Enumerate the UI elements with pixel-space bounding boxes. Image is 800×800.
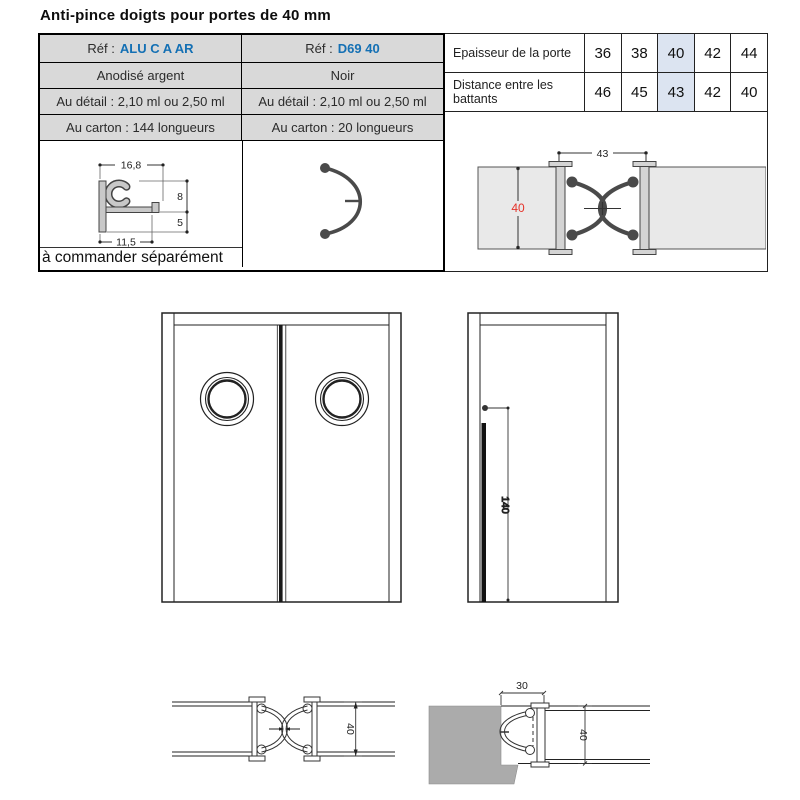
distance-value: 40 — [740, 83, 758, 101]
detail-left: Au détail : 2,10 ml ou 2,50 ml — [56, 94, 225, 109]
c-profile-bulb-top — [320, 163, 330, 173]
center-arrows — [269, 727, 300, 731]
product-ref-right: D69 40 — [337, 41, 380, 56]
distance-value: 46 — [585, 73, 622, 111]
profile-shape — [99, 181, 159, 232]
thickness-label: Epaisseur de la porte — [445, 34, 585, 72]
product-ref-cell-right — [241, 35, 443, 62]
anti-pinch-strip-center — [279, 325, 283, 602]
distance-value: 42 — [695, 73, 732, 111]
brackets — [249, 697, 320, 761]
thickness-value: 42 — [695, 34, 732, 72]
center-mark — [584, 202, 621, 215]
black-profile-drawing — [243, 141, 443, 267]
dim-door-thickness-red: 40 — [511, 201, 525, 215]
dim-base-width: 11,5 — [116, 236, 136, 247]
frame-post — [429, 706, 518, 784]
dim-clip-height: 8 — [177, 191, 183, 203]
ref-label: Réf : — [305, 41, 333, 56]
gap-section-cell — [445, 112, 767, 271]
aluminium-profile-cell — [40, 141, 242, 267]
order-separately-note: à commander séparément — [40, 247, 242, 267]
black-profile-cell — [242, 141, 443, 267]
plan-section-drawings — [140, 660, 660, 800]
arrowhead — [354, 750, 358, 757]
distance-value-highlighted: 43 — [658, 73, 695, 111]
distance-value: 45 — [622, 73, 659, 111]
thickness-value: 44 — [740, 44, 758, 62]
gap-section-drawing — [445, 112, 766, 271]
page-title: Anti-pince doigts pour portes de 40 mm — [40, 7, 331, 24]
dim-strip-length: 140 — [499, 496, 511, 514]
product-detail-row — [40, 89, 443, 115]
thickness-value: 36 — [585, 34, 622, 72]
distance-row — [445, 73, 767, 112]
c-profile-bulb-bottom — [320, 229, 330, 239]
spec-block — [38, 33, 768, 272]
double-door-elevation — [162, 313, 401, 602]
profile-outlines — [257, 704, 312, 754]
finish-right: Noir — [241, 63, 443, 88]
dim-profile-width: 16,8 — [120, 159, 142, 172]
strip-top-marker — [482, 405, 488, 411]
thickness-value: 38 — [622, 34, 659, 72]
door-elevation-drawings — [140, 300, 660, 620]
product-table — [38, 33, 445, 272]
dim-left-thickness: 40 — [344, 723, 356, 735]
dim-flange-height: 5 — [177, 217, 183, 229]
thickness-row — [445, 34, 767, 73]
product-drawings-row — [40, 141, 443, 267]
single-door-plan-section — [429, 680, 650, 784]
distance-label: Distance entre les battants — [445, 73, 585, 111]
product-finish-row — [40, 63, 443, 89]
aluminium-profile-drawing — [40, 141, 242, 247]
carton-left: Au carton : 144 longueurs — [66, 120, 215, 135]
dim-offset: 30 — [516, 680, 528, 692]
finish-left: Anodisé argent — [96, 68, 185, 83]
detail-right: Au détail : 2,10 ml ou 2,50 ml — [241, 89, 443, 114]
thickness-table — [445, 33, 768, 272]
ref-label: Réf : — [87, 41, 115, 56]
single-door-elevation — [468, 313, 618, 602]
product-ref-row — [40, 35, 443, 63]
product-ref-left: ALU C A AR — [119, 41, 194, 56]
arrowhead — [354, 702, 358, 709]
anti-pinch-strip-edge — [482, 423, 487, 602]
dim-right-thickness: 40 — [577, 729, 589, 741]
dim-assembly-width: 43 — [596, 148, 609, 160]
double-door-plan-section — [172, 697, 395, 761]
product-carton-row — [40, 115, 443, 141]
panel-lines — [501, 706, 650, 764]
thickness-value-highlighted: 40 — [658, 34, 695, 72]
carton-right: Au carton : 20 longueurs — [241, 115, 443, 140]
product-ref-cell-left — [40, 35, 241, 62]
